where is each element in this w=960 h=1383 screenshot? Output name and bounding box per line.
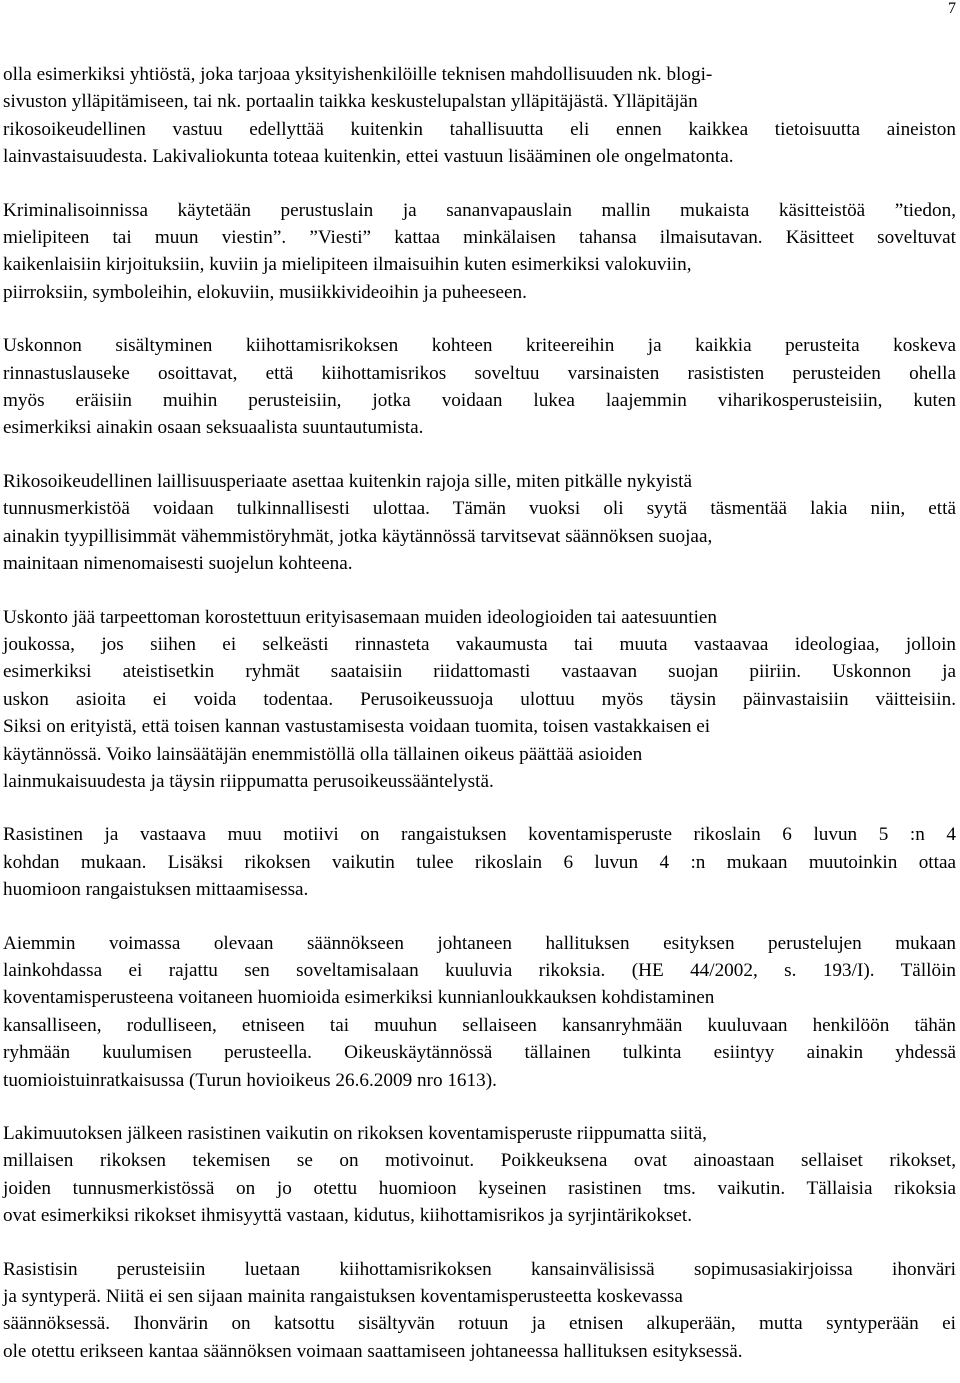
text-line: Lakimuutoksen jälkeen rasistinen vaikutin on rikoksen koventamisperuste riippumatta siitä,: [3, 1123, 707, 1144]
document-body: [3, 61, 956, 1365]
text-line: joiden tunnusmerkistössä on jo otettu huomioon kyseinen rasistinen tms. vaikutin. Tällaisia rikoksia: [3, 1177, 956, 1199]
text-line: ryhmään kuulumisen perusteella. Oikeuskäytännössä tällainen tulkinta esiintyy ainakin yhdessä: [3, 1042, 956, 1064]
text-line: olla esimerkiksi yhtiöstä, joka tarjoaa yksityishenkilöille teknisen mahdollisuuden nk. blogi-: [3, 64, 713, 85]
text-line: ovat esimerkiksi rikokset ihmisyyttä vastaan, kidutus, kiihottamisrikos ja syrjintärikokset.: [3, 1205, 693, 1227]
text-line: lainmukaisuudesta ja täysin riippumatta perusoikeussääntelystä.: [3, 770, 494, 792]
paragraph: [3, 821, 956, 903]
text-line: tunnusmerkistöä voidaan tulkinnallisesti ulottaa. Tämän vuoksi oli syytä täsmentää lakia niin, että: [3, 498, 956, 520]
text-line: Uskonto jää tarpeettoman korostettuun erityisasemaan muiden ideologioiden tai aatesuuntien: [3, 606, 718, 628]
text-line: esimerkiksi ateistisetkin ryhmät saataisiin riidattomasti vastaavan suojan piiriin. Uskonnon ja: [3, 661, 956, 683]
paragraph: [3, 1120, 956, 1230]
text-line: myös eräisiin muihin perusteisiin, jotka voidaan lukea laajemmin viharikosperusteisiin, kuten: [3, 390, 956, 412]
text-line: Rasistinen ja vastaava muu motiivi on rangaistuksen koventamisperuste rikoslain 6 luvun 5 :n 4: [3, 824, 956, 846]
text-line: Rasistisin perusteisiin luetaan kiihottamisrikoksen kansainvälisissä sopimusasiakirjoissa ihonväri: [3, 1258, 956, 1280]
text-line: rinnastuslauseke osoittavat, että kiihottamisrikos soveltuu varsinaisten rasististen perusteiden ohella: [3, 362, 956, 384]
text-line: ole otettu erikseen kantaa säännöksen voimaan saattamiseen johtaneessa hallituksen esityksessä.: [3, 1340, 743, 1362]
text-line: Uskonnon sisältyminen kiihottamisrikoksen kohteen kriteereihin ja kaikkia perusteita koskeva: [3, 335, 956, 357]
text-line: Rikosoikeudellinen laillisuusperiaate asettaa kuitenkin rajoja sille, miten pitkälle nykyistä: [3, 470, 692, 492]
text-line: esimerkiksi ainakin osaan seksuaalista suuntautumista.: [3, 417, 424, 439]
text-line: joukossa, jos siihen ei selkeästi rinnasteta vakaumusta tai muuta vastaavaa ideologiaa, jolloin: [3, 633, 956, 655]
paragraph: [3, 332, 956, 442]
text-line: rikosoikeudellinen vastuu edellyttää kuitenkin tahallisuutta eli ennen kaikkea tietoisuutta aineiston: [3, 118, 956, 140]
text-line: Kriminalisoinnissa käytetään perustuslain ja sananvapauslain mallin mukaista käsitteistöä ”tiedon,: [3, 199, 956, 221]
text-line: piirroksiin, symboleihin, elokuviin, musiikkivideoihin ja puheeseen.: [3, 281, 527, 303]
text-line: uskon asioita ei voida todentaa. Perusoikeussuoja ulottuu myös täysin päinvastaisiin väitteisiin.: [3, 688, 956, 710]
text-line: mainitaan nimenomaisesti suojelun kohteena.: [3, 553, 353, 575]
text-line: millaisen rikoksen tekemisen se on motivoinut. Poikkeuksena ovat ainoastaan sellaiset rikokset,: [3, 1150, 956, 1172]
page-number: 7: [948, 0, 956, 17]
text-line: lainkohdassa ei rajattu sen soveltamisalaan kuuluvia rikoksia. (HE 44/2002, s. 193/I). Tällöin: [3, 959, 956, 981]
text-line: kohdan mukaan. Lisäksi rikoksen vaikutin tulee rikoslain 6 luvun 4 :n mukaan muutoinkin ottaa: [3, 851, 956, 873]
text-line: ja syntyperä. Niitä ei sen sijaan mainita rangaistuksen koventamisperusteetta koskevassa: [3, 1286, 683, 1308]
paragraph: [3, 61, 956, 171]
text-line: mielipiteen tai muun viestin”. ”Viesti” kattaa minkälaisen tahansa ilmaisutavan. Käsitteet soveltuvat: [3, 227, 956, 249]
text-line: ainakin tyypillisimmät vähemmistöryhmät, jotka käytännössä tarvitsevat säännöksen suojaa,: [3, 525, 713, 547]
text-line: säännöksessä. Ihonvärin on katsottu sisältyvän rotuun ja etnisen alkuperään, mutta syntyperään ei: [3, 1313, 956, 1335]
paragraph: [3, 604, 956, 796]
text-line: lainvastaisuudesta. Lakivaliokunta toteaa kuitenkin, ettei vastuun lisääminen ole ongelmatonta.: [3, 146, 734, 168]
paragraph: [3, 197, 956, 307]
paragraph: [3, 1256, 956, 1366]
text-line: huomioon rangaistuksen mittaamisessa.: [3, 879, 309, 901]
text-line: Siksi on erityistä, että toisen kannan vastustamisesta voidaan tuomita, toisen vastakkaisen ei: [3, 716, 711, 738]
text-line: tuomioistuinratkaisussa (Turun hovioikeus 26.6.2009 nro 1613).: [3, 1069, 497, 1091]
paragraph: [3, 930, 956, 1094]
text-line: koventamisperusteena voitaneen huomioida esimerkiksi kunnianloukkauksen kohdistaminen: [3, 987, 715, 1009]
text-line: käytännössä. Voiko lainsäätäjän enemmistöllä olla tällainen oikeus päättää asioiden: [3, 743, 643, 765]
text-line: Aiemmin voimassa olevaan säännökseen johtaneen hallituksen esityksen perustelujen mukaan: [3, 932, 956, 954]
text-line: sivuston ylläpitämiseen, tai nk. portaalin taikka keskustelupalstan ylläpitäjästä. Ylläpitäjän: [3, 91, 698, 113]
paragraph: [3, 468, 956, 578]
text-line: kaikenlaisiin kirjoituksiin, kuviin ja mielipiteen ilmaisuihin kuten esimerkiksi valokuviin,: [3, 254, 692, 276]
text-line: kansalliseen, rodulliseen, etniseen tai muuhun sellaiseen kansanryhmään kuuluvaan henkilöön tähän: [3, 1014, 956, 1036]
